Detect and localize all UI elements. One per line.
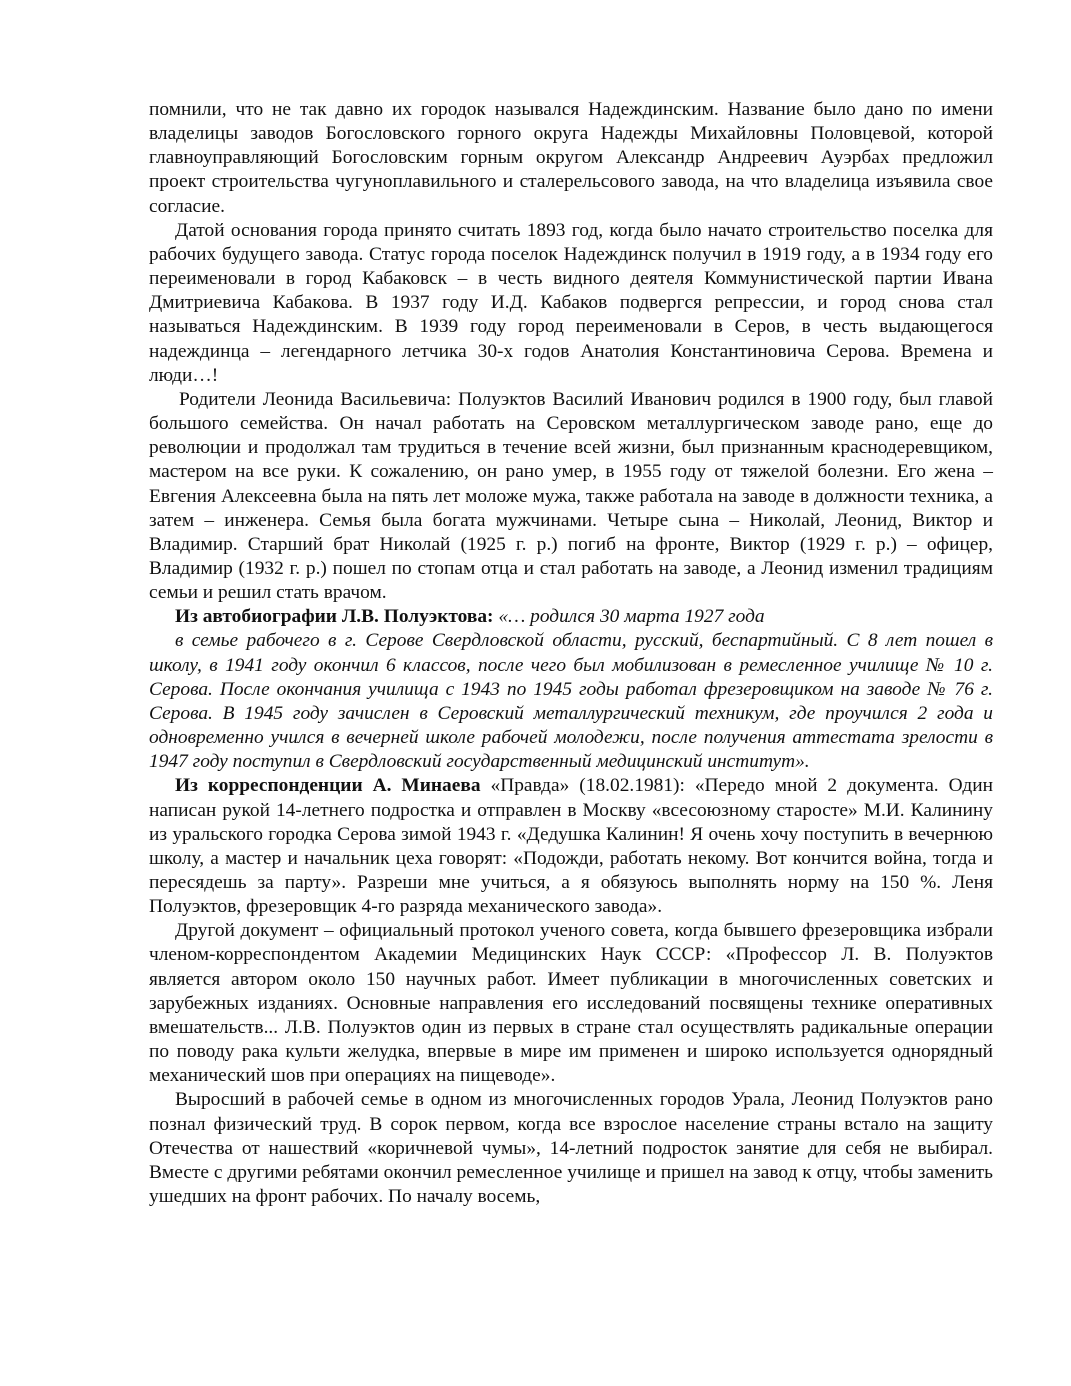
paragraph-working-youth: Выросший в рабочей семье в одном из многочисленных городов Урала, Леонид Полуэктов рано познал физический труд. В сорок первом, когда все взрослое население страны встало на защиту Отечества от нашествий «коричневой чумы», 14-летний подросток занятие для себя не выбирал. Вместе с другими ребятами окончил ремесленное училище и пришел на завод к отцу, чтобы заменить ушедших на фронт рабочих. По началу восемь, bbox=[149, 1089, 993, 1208]
paragraph-city-history: Датой основания города принято считать 1893 год, когда было начато строительство поселка для рабочих будущего завода. Статус города поселок Надеждинск получил в 1919 году, а в 1934 году его переименовали в город Кабаковск – в честь видного деятеля Коммунистической партии Ивана Дмитриевича Кабакова. В 1937 году И.Д. Кабаков подвергся репрессии, и город снова стал называться Надеждинским. В 1939 году город переименовали в Серов, в честь выдающегося надеждинца – легендарного летчика 30-х годов Анатолия Константиновича Серова. Времена и люди…! bbox=[149, 219, 993, 386]
paragraph-parents: Родители Леонида Васильевича: Полуэктов Василий Иванович родился в 1900 году, был главой большого семейства. Он начал работать на Серовском металлургическом заводе рано, еще до революции и продолжал там трудиться в течение всей жизни, был признанным краснодеревщиком, мастером на все руки. К сожалению, он рано умер, в 1955 году от тяжелой болезни. Его жена – Евгения Алексеевна была на пять лет моложе мужа, также работала на заводе в должности техника, а затем – инженера. Семья была богата мужчинами. Четыре сына – Николай, Леонид, Виктор и Владимир. Старший брат Николай (1925 г. р.) погиб на фронте, Виктор (1929 г. р.) – офицер, Владимир (1932 г. р.) пошел по стопам отца и стал работать на заводе, а Леонид изменил традициям семьи и решил стать врачом. bbox=[149, 388, 993, 604]
autobiography-opening: «… родился 30 марта 1927 года bbox=[498, 606, 765, 628]
document-page bbox=[149, 98, 993, 1209]
paragraph-city-name: помнили, что не так давно их городок назывался Надеждинским. Название было дано по имени владелицы заводов Богословского горного округа Надежды Михайловны Половцевой, которой главноуправляющий Богословским горным округом Александр Андреевич Ауэрбах предложил проект строительства чугуноплавильного и сталерельсового завода, на что владелица изъявила свое согласие. bbox=[149, 99, 993, 217]
correspondence-text: «Правда» (18.02.1981): «Передо мной 2 документа. Один написан рукой 14-летнего подростка и отправлен в Москву «всесоюзному старосте» М.И. Калинину из уральского городка Серова зимой 1943 г. «Дедушка Калинин! Я очень хочу поступить в вечернюю школу, а мастер и начальник цеха говорят: «Подожди, работать некому. Вот кончится война, тогда и пересядешь за парту». Разреши мне учиться, а я обязуюсь выполнять норму на 150 %. Леня Полуэктов, фрезеровщик 4-го разряда механического завода». bbox=[149, 775, 993, 918]
paragraph-protocol: Другой документ – официальный протокол ученого совета, когда бывшего фрезеровщика избрали членом-корреспондентом Академии Медицинских Наук СССР: «Профессор Л. В. Полуэктов является автором около 150 научных работ. Имеет публикации в многочисленных советских и зарубежных изданиях. Основные направления его исследований посвящены технике оперативных вмешательств... Л.В. Полуэктов один из первых в стране стал осуществлять радикальные операции по поводу рака культи желудка, впервые в мире им применен и широко используется однорядный механический шов при операциях на пищеводе». bbox=[149, 920, 993, 1087]
autobiography-first-line bbox=[149, 605, 993, 629]
autobiography-body: в семье рабочего в г. Серове Свердловской области, русский, беспартийный. С 8 лет пошел в школу, в 1941 году окончил 6 классов, после чего был мобилизован в ремесленное училище № 10 г. Серова. После окончания училища с 1943 по 1945 годы работал фрезеровщиком на заводе № 76 г. Серова. В 1945 году зачислен в Серовский металлургический техникум, где проучился 2 года и одновременно учился в вечерней школе рабочей молодежи, после получения аттестата зрелости в 1947 году поступил в Свердловский государственный медицинский институт». bbox=[149, 630, 993, 773]
autobiography-quote bbox=[149, 605, 993, 774]
correspondence-heading: Из корреспонденции А. Минаева bbox=[175, 775, 481, 797]
autobiography-heading: Из автобиографии Л.В. Полуэктова: bbox=[175, 606, 494, 628]
paragraph-correspondence bbox=[149, 774, 993, 919]
